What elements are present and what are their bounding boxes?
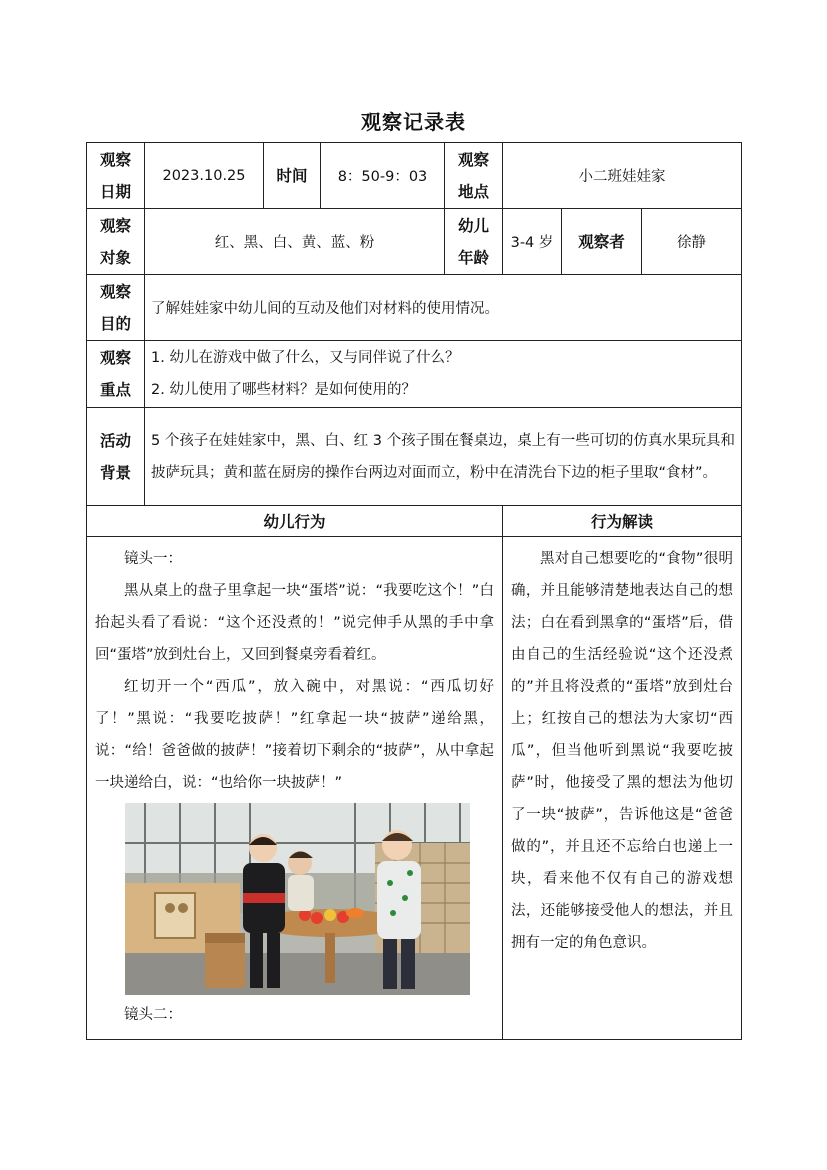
observation-record-table bbox=[86, 142, 742, 1040]
place-value: 小二班娃娃家 bbox=[503, 143, 742, 209]
page-title: 观察记录表 bbox=[361, 110, 466, 134]
scene1-paragraph: 红切开一个“西瓜”，放入碗中，对黑说：“西瓜切好了！”黑说：“我要吃披萨！”红拿起一块“披萨”递给黑，说：“给！爸爸做的披萨！”接着切下剩余的“披萨”，从中拿起一块递给白，说：“也给你一块披萨！” bbox=[95, 679, 494, 791]
behavior-header: 幼儿行为 bbox=[87, 506, 503, 537]
time-label: 时间 bbox=[264, 143, 321, 209]
time-value: 8：50-9：03 bbox=[321, 143, 445, 209]
row-target-age-observer bbox=[87, 209, 742, 275]
background-value: 5 个孩子在娃娃家中，黑、白、红 3 个孩子围在餐桌边，桌上有一些可切的仿真水果玩具和披萨玩具；黄和蓝在厨房的操作台两边对面而立，粉中在清洗台下边的柜子里取“食材”。 bbox=[145, 408, 742, 506]
scene1-paragraph: 黑从桌上的盘子里拿起一块“蛋塔”说：“我要吃这个！”白抬起头看了看说：“这个还没煮的！”说完伸手从黑的手中拿回“蛋塔”放到灶台上，又回到餐桌旁看着红。 bbox=[95, 583, 494, 663]
purpose-label: 观察 目的 bbox=[87, 275, 145, 341]
observer-label: 观察者 bbox=[562, 209, 642, 275]
behavior-cell bbox=[87, 537, 503, 1040]
focus-label: 观察 重点 bbox=[87, 341, 145, 408]
row-date-time-place bbox=[87, 143, 742, 209]
scene2-title: 镜头二： bbox=[124, 1007, 182, 1023]
observer-value: 徐静 bbox=[642, 209, 742, 275]
date-label: 观察 日期 bbox=[87, 143, 145, 209]
purpose-value: 了解娃娃家中幼儿间的互动及他们对材料的使用情况。 bbox=[145, 275, 742, 341]
interpretation-cell bbox=[503, 537, 742, 1040]
scene1-title: 镜头一： bbox=[124, 551, 182, 567]
date-value: 2023.10.25 bbox=[145, 143, 264, 209]
target-value: 红、黑、白、黄、蓝、粉 bbox=[145, 209, 445, 275]
age-label: 幼儿 年龄 bbox=[445, 209, 503, 275]
interpretation-text: 黑对自己想要吃的“食物”很明确，并且能够清楚地表达自己的想法；白在看到黑拿的“蛋塔”后，借由自己的生活经验说“这个还没煮的”并且将没煮的“蛋塔”放到灶台上；红按自己的想法为大家切“西瓜”，但当他听到黑说“我要吃披萨”时，他接受了黑的想法为他切了一块“披萨”，告诉他这是“爸爸做的”，并且还不忘给白也递上一块，看来他不仅有自己的游戏想法，还能够接受他人的想法，并且拥有一定的角色意识。 bbox=[511, 551, 734, 951]
classroom-photo bbox=[125, 803, 470, 995]
background-label: 活动 背景 bbox=[87, 408, 145, 506]
focus-value bbox=[145, 341, 742, 408]
row-purpose bbox=[87, 275, 742, 341]
focus-item: 1. 幼儿在游戏中做了什么，又与同伴说了什么？ bbox=[151, 350, 460, 366]
place-label: 观察 地点 bbox=[445, 143, 503, 209]
interpretation-header: 行为解读 bbox=[503, 506, 742, 537]
row-column-headers bbox=[87, 506, 742, 537]
row-focus bbox=[87, 341, 742, 408]
target-label: 观察 对象 bbox=[87, 209, 145, 275]
age-value: 3-4 岁 bbox=[503, 209, 562, 275]
row-content bbox=[87, 537, 742, 1040]
focus-item: 2. 幼儿使用了哪些材料？是如何使用的？ bbox=[151, 382, 416, 398]
row-background bbox=[87, 408, 742, 506]
